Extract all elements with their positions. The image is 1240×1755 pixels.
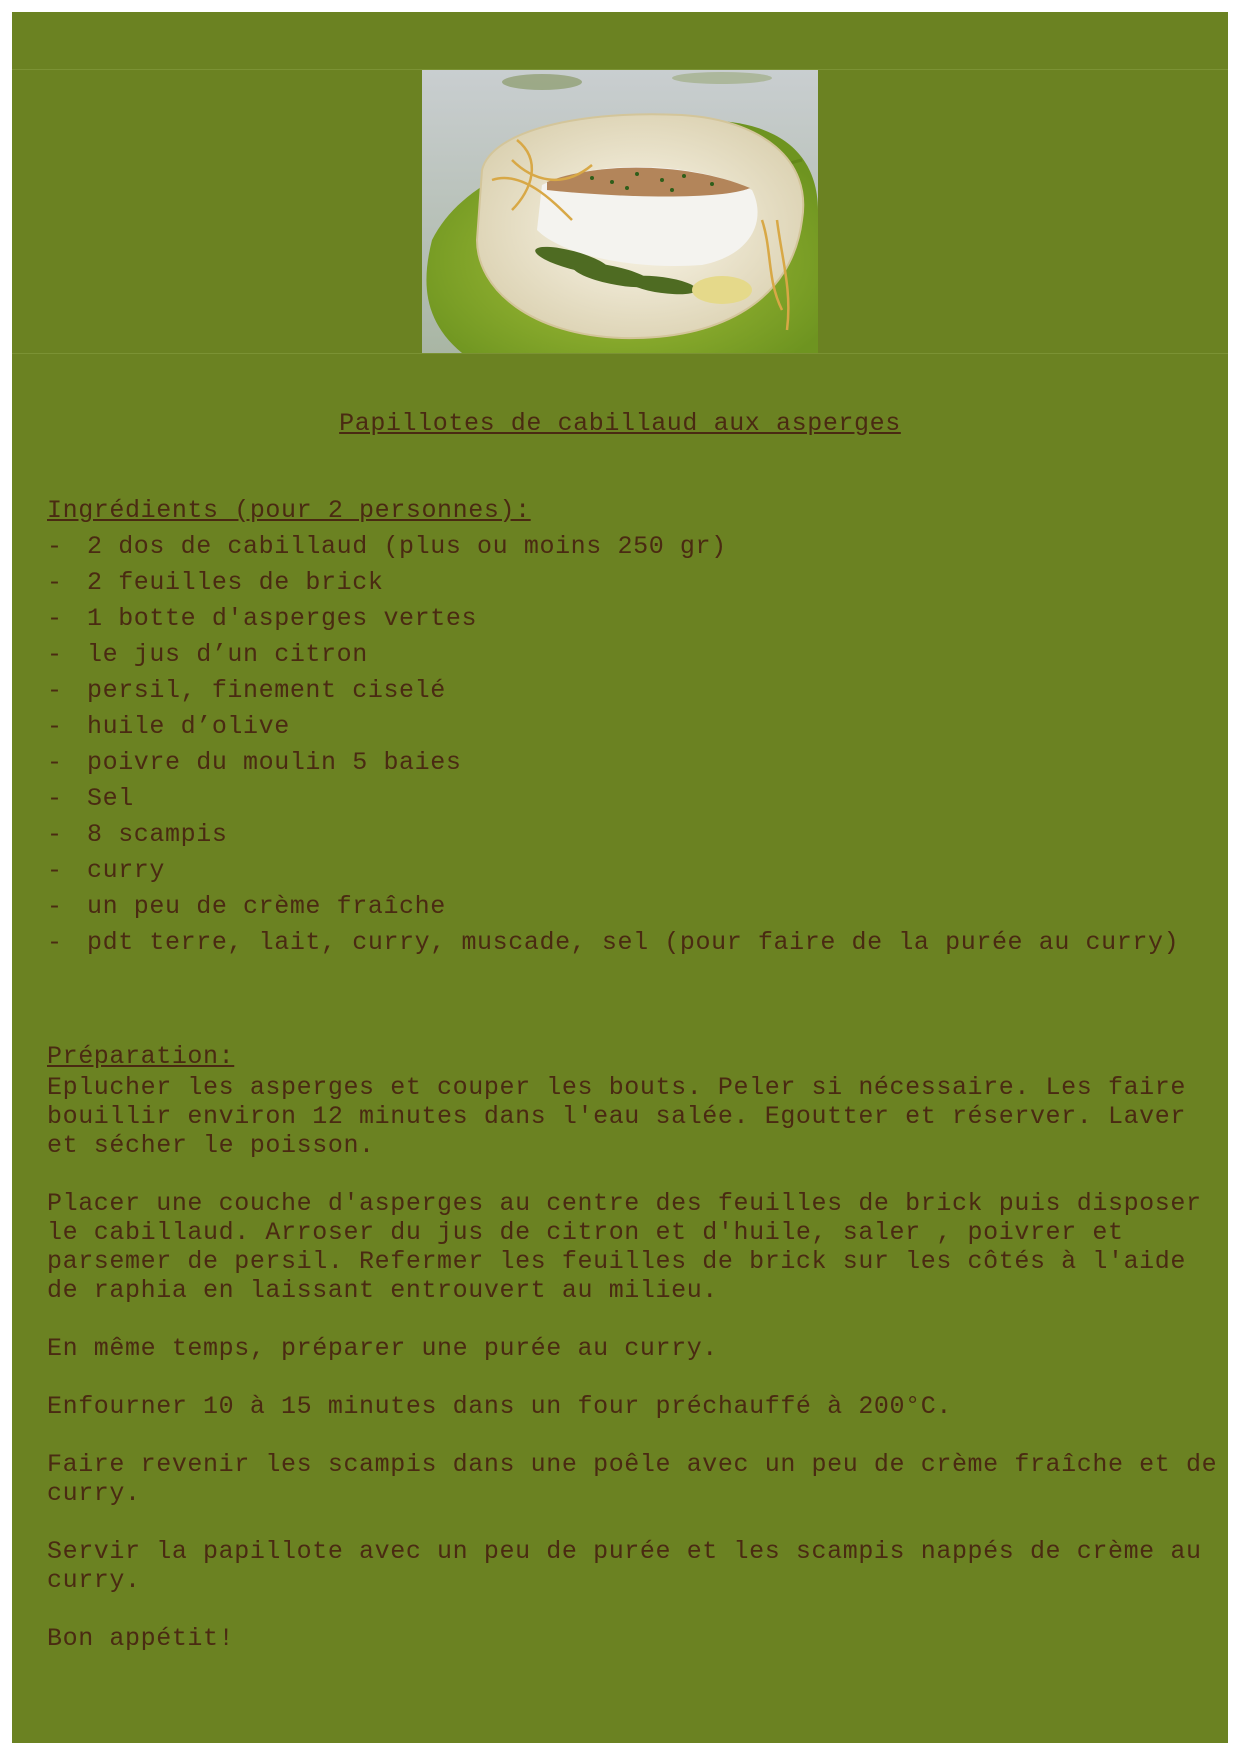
preparation-heading: Préparation:	[47, 1042, 235, 1071]
ingredient-text: huile d’olive	[87, 712, 290, 741]
fish-papillote-photo	[422, 70, 818, 353]
ingredient-text: curry	[87, 856, 166, 885]
ingredients-list	[47, 531, 1207, 963]
ingredient-text: 1 botte d'asperges vertes	[87, 604, 478, 633]
ingredient-text: Sel	[87, 784, 134, 813]
preparation-step: Enfourner 10 à 15 minutes dans un four préchauffé à 200°C.	[47, 1392, 952, 1421]
closing-line: Bon appétit!	[47, 1624, 235, 1653]
ingredient-text: poivre du moulin 5 baies	[87, 748, 462, 777]
ingredient-text: 2 dos de cabillaud (plus ou moins 250 gr)	[87, 532, 727, 561]
ingredient-text: le jus d’un citron	[87, 640, 368, 669]
ingredient-text: 2 feuilles de brick	[87, 568, 384, 597]
ingredient-item: - Sel	[47, 784, 134, 813]
ingredients-heading: Ingrédients (pour 2 personnes):	[47, 496, 531, 525]
ingredient-item: - 8 scampis	[47, 820, 228, 849]
ingredient-text: un peu de crème fraîche	[87, 892, 446, 921]
preparation-step: Servir la papillote avec un peu de purée et les scampis nappés de crème au curry.	[47, 1537, 1202, 1595]
ingredient-item: - 2 feuilles de brick	[47, 568, 384, 597]
ingredient-item: - 2 dos de cabillaud (plus ou moins 250 gr)	[47, 532, 727, 561]
ingredient-text: 8 scampis	[87, 820, 228, 849]
ingredient-item: - 1 botte d'asperges vertes	[47, 604, 478, 633]
recipe-photo	[422, 70, 818, 353]
ingredient-item: - pdt terre, lait, curry, muscade, sel (pour faire de la purée au curry)	[47, 928, 1180, 957]
recipe-title: Papillotes de cabillaud aux asperges	[339, 409, 901, 438]
photo-divider	[12, 353, 1228, 354]
preparation-step: Eplucher les asperges et couper les bouts. Peler si nécessaire. Les faire bouillir environ 12 minutes dans l'eau salée. Egoutter et réserver. Laver et sécher le poisson.	[47, 1073, 1186, 1160]
preparation-step: Faire revenir les scampis dans une poêle avec un peu de crème fraîche et de curry.	[47, 1450, 1218, 1508]
ingredient-item: - poivre du moulin 5 baies	[47, 748, 462, 777]
preparation-body	[47, 1073, 1222, 1682]
ingredient-item: - le jus d’un citron	[47, 640, 368, 669]
ingredient-text: persil, finement ciselé	[87, 676, 446, 705]
ingredient-item: - huile d’olive	[47, 712, 290, 741]
header-band	[12, 12, 1228, 70]
ingredient-text: pdt terre, lait, curry, muscade, sel (pour faire de la purée au curry)	[87, 928, 1180, 957]
ingredient-item: - curry	[47, 856, 166, 885]
recipe-page	[12, 12, 1228, 1743]
preparation-step: En même temps, préparer une purée au curry.	[47, 1334, 718, 1363]
ingredient-item: - un peu de crème fraîche	[47, 892, 446, 921]
preparation-step: Placer une couche d'asperges au centre des feuilles de brick puis disposer le cabillaud. Arroser du jus de citron et d'huile, saler , poivrer et parsemer de persil. Refermer les feuilles de brick sur les côtés à l'aide de raphia en laissant entrouvert au milieu.	[47, 1189, 1202, 1305]
ingredient-item: - persil, finement ciselé	[47, 676, 446, 705]
